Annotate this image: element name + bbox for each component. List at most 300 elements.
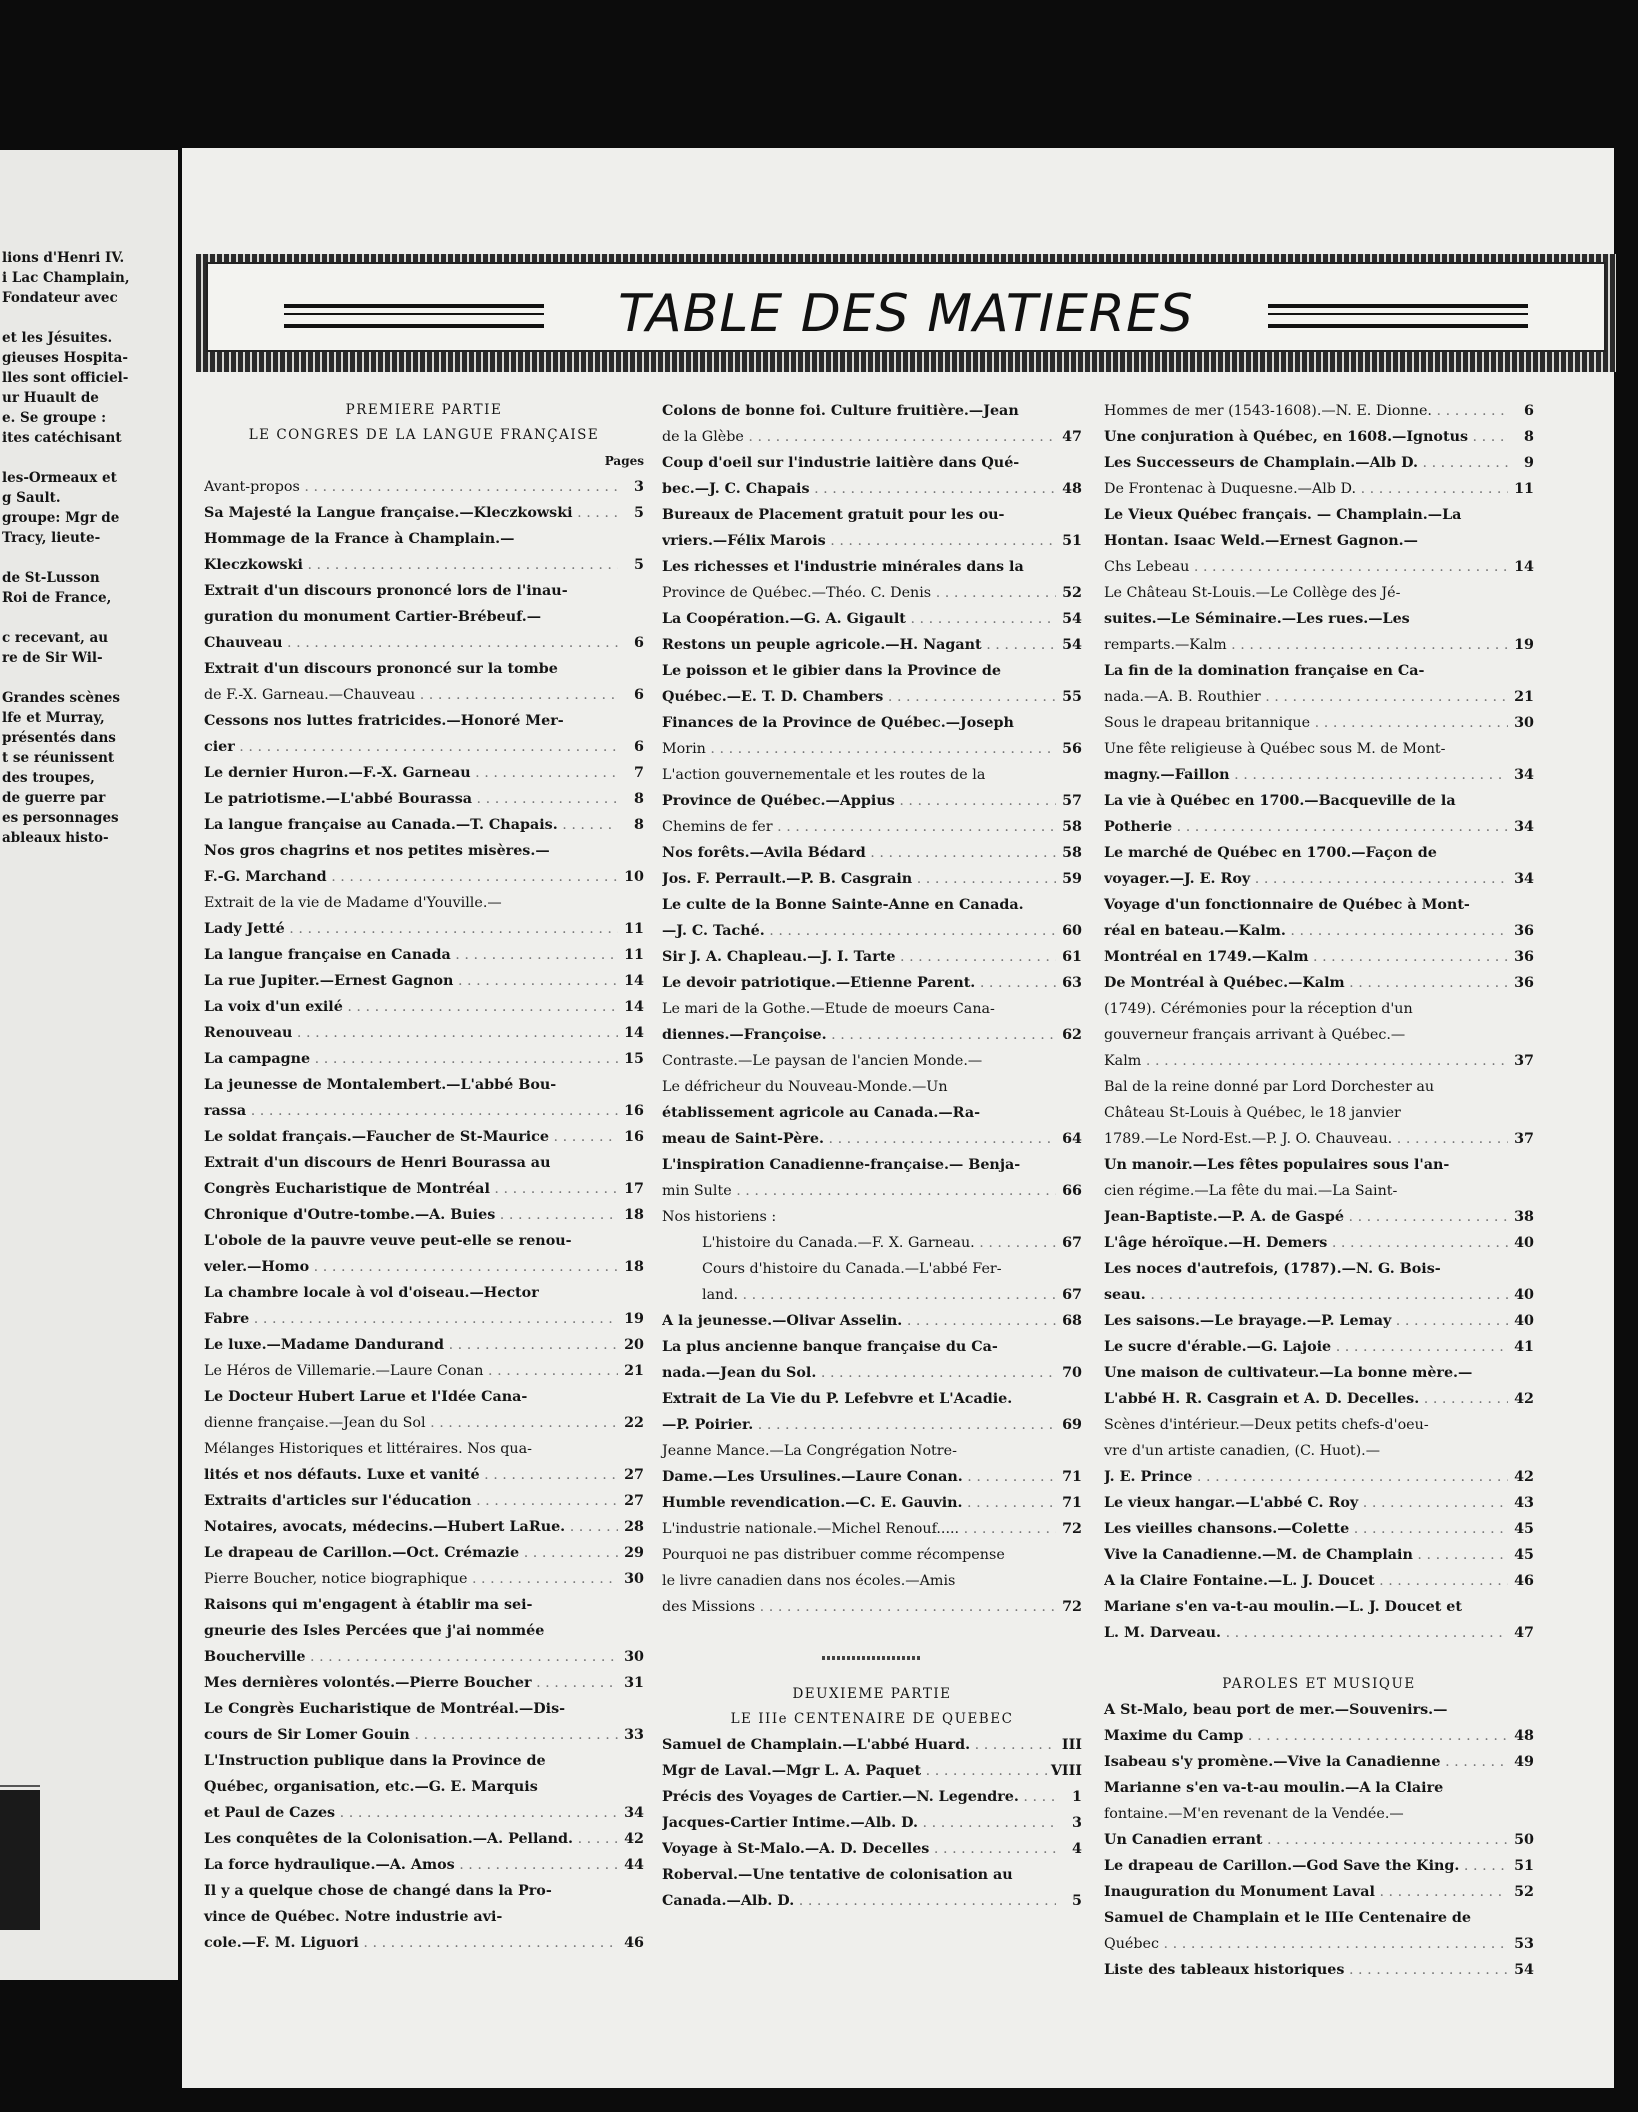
toc-page-number: 6: [634, 635, 644, 651]
toc-entry-text: Cours d'histoire du Canada.—L'abbé Fer-: [702, 1261, 1002, 1277]
toc-entry-line: [204, 1722, 618, 1748]
toc-entry-text: Vive la Canadienne.—M. de Champlain: [1104, 1547, 1413, 1563]
toc-page-number: 14: [624, 999, 644, 1015]
toc-page-number: 7: [634, 765, 644, 781]
toc-page-number: III: [1061, 1737, 1082, 1753]
toc-entry-line: [662, 788, 1056, 814]
toc-entry-line: [1104, 1308, 1508, 1334]
adjacent-page-line: Fondateur avec: [2, 290, 118, 306]
adjacent-page-line: g Sault.: [2, 490, 61, 506]
toc-entry-text: Le Vieux Québec français. — Champlain.—La: [1104, 507, 1462, 523]
toc-entry: [662, 866, 1082, 892]
toc-page-number: 14: [1514, 559, 1534, 575]
toc-entry-text: vriers.—Félix Marois: [662, 533, 826, 549]
toc-entry-text: Restons un peuple agricole.—H. Nagant: [662, 637, 982, 653]
toc-page-number: 27: [624, 1467, 644, 1483]
toc-entry-line: [662, 632, 1056, 658]
toc-entry-line: [1104, 1957, 1508, 1983]
toc-page-number: 34: [624, 1805, 644, 1821]
adjacent-page-text: [2, 248, 178, 848]
toc-entry-line: [1104, 528, 1508, 554]
toc-entry-line: [1104, 502, 1508, 528]
toc-page-number: 40: [1514, 1235, 1534, 1251]
toc-page-number: 69: [1062, 1417, 1082, 1433]
toc-entry-line: [662, 1386, 1056, 1412]
adjacent-page-line: et les Jésuites.: [2, 330, 113, 346]
toc-entry: [1104, 892, 1534, 944]
toc-entry: [662, 1308, 1082, 1334]
toc-entry-text: Sa Majesté la Langue française.—Kleczkowski: [204, 505, 573, 521]
toc-entry-line: [204, 604, 618, 630]
toc-entry: [204, 1046, 644, 1072]
toc-entry-text: Extrait de la vie de Madame d'Youville.—: [204, 895, 502, 911]
toc-entry: [1104, 580, 1534, 658]
toc-entry-text: La plus ancienne banque française du Ca-: [662, 1339, 998, 1355]
toc-entry-line: [204, 1514, 618, 1540]
toc-entry-line: [662, 398, 1056, 424]
toc-entry: [1104, 710, 1534, 736]
toc-page-number: 22: [624, 1415, 644, 1431]
toc-entry: [1104, 658, 1534, 710]
toc-entry-text: Une conjuration à Québec, en 1608.—Ignotus: [1104, 429, 1469, 445]
toc-entry-text: L'histoire du Canada.—F. X. Garneau.: [702, 1235, 975, 1251]
toc-entry: [662, 840, 1082, 866]
toc-entry: [662, 1810, 1082, 1836]
toc-page-number: 56: [1062, 741, 1082, 757]
toc-page-number: 33: [624, 1727, 644, 1743]
toc-entry-line: [204, 1072, 618, 1098]
adjacent-page-line: lfe et Murray,: [2, 710, 105, 726]
toc-page-number: 37: [1514, 1053, 1534, 1069]
toc-entry-text: Le drapeau de Carillon.—God Save the King.: [1104, 1858, 1460, 1874]
adjacent-page-line: c recevant, au: [2, 630, 109, 646]
toc-entry-text: Scènes d'intérieur.—Deux petits chefs-d'oeu-: [1104, 1417, 1429, 1433]
toc-entry: [1104, 1749, 1534, 1775]
toc-entry-text: Le devoir patriotique.—Etienne Parent.: [662, 975, 976, 991]
toc-page-number: 50: [1514, 1832, 1534, 1848]
toc-entry-line: [204, 1358, 618, 1384]
toc-entry-text: Le Congrès Eucharistique de Montréal.—Dis-: [204, 1701, 566, 1717]
toc-entry-line: [204, 1488, 618, 1514]
toc-entry-line: [1104, 1620, 1508, 1646]
toc-entry-line: [1104, 996, 1508, 1022]
toc-entry-text: Un Canadien errant: [1104, 1832, 1263, 1848]
toc-entry: [204, 1514, 644, 1540]
toc-entry-line: [204, 864, 618, 890]
toc-entry-line: [1104, 840, 1508, 866]
toc-entry-text: de la Glèbe: [662, 429, 744, 445]
toc-entry: [662, 1732, 1082, 1758]
toc-entry: [1104, 840, 1534, 892]
toc-entry-line: [204, 1904, 618, 1930]
adjacent-page-line: ites catéchisant: [2, 430, 122, 446]
toc-entry-line: [1104, 1386, 1508, 1412]
toc-entry-text: Hontan. Isaac Weld.—Ernest Gagnon.—: [1104, 533, 1418, 549]
toc-entry-text: cours de Sir Lomer Gouin: [204, 1727, 410, 1743]
toc-page-number: 67: [1062, 1235, 1082, 1251]
toc-entry: [662, 814, 1082, 840]
toc-page-number: 58: [1062, 819, 1082, 835]
toc-entry-line: [662, 1438, 1056, 1464]
toc-entry-text: La vie à Québec en 1700.—Bacqueville de la: [1104, 793, 1456, 809]
toc-entry-text: Jos. F. Perrault.—P. B. Casgrain: [662, 871, 913, 887]
toc-entry-text: magny.—Faillon: [1104, 767, 1230, 783]
toc-entry-line: [1104, 710, 1508, 736]
toc-entry-line: [662, 1152, 1056, 1178]
left-gap: [2, 548, 178, 568]
toc-entry-line: [662, 424, 1056, 450]
toc-entry-text: La chambre locale à vol d'oiseau.—Hector: [204, 1285, 539, 1301]
toc-page-number: 3: [1072, 1815, 1082, 1831]
section-heading: DEUXIEME PARTIE: [792, 1686, 952, 1702]
toc-entry-text: La langue française en Canada: [204, 947, 451, 963]
toc-entry-line: [1104, 944, 1508, 970]
toc-entry-text: nada.—A. B. Routhier: [1104, 689, 1261, 705]
adjacent-page-line: ur Huault de: [2, 390, 99, 406]
toc-page-number: 68: [1062, 1313, 1082, 1329]
toc-entry-line: [662, 1022, 1056, 1048]
toc-entry: [204, 1748, 644, 1826]
toc-entry-text: meau de Saint-Père.: [662, 1131, 824, 1147]
toc-entry-line: [1104, 1801, 1508, 1827]
toc-entry-text: Extraits d'articles sur l'éducation: [204, 1493, 472, 1509]
toc-entry-text: De Frontenac à Duquesne.—Alb D.: [1104, 481, 1357, 497]
toc-entry-line: [1104, 1749, 1508, 1775]
toc-entry-line: [204, 1618, 618, 1644]
toc-entry-text: Extrait d'un discours prononcé sur la tombe: [204, 661, 558, 677]
toc-entry-line: [1104, 450, 1508, 476]
toc-page-number: 45: [1514, 1521, 1534, 1537]
toc-entry-line: [662, 1334, 1056, 1360]
toc-page-number: 8: [634, 817, 644, 833]
toc-entry-text: La Coopération.—G. A. Gigault: [662, 611, 906, 627]
toc-entry: [204, 760, 644, 786]
toc-page-number: 18: [624, 1207, 644, 1223]
toc-entry-line: [662, 1568, 1056, 1594]
toc-entry-text: Il y a quelque chose de changé dans la Pro-: [204, 1883, 552, 1899]
toc-entry: [204, 1540, 644, 1566]
toc-entry: [204, 786, 644, 812]
toc-entry-text: L'obole de la pauvre veuve peut-elle se renou-: [204, 1233, 572, 1249]
toc-entry-line: [1104, 736, 1508, 762]
toc-entry-text: La voix d'un exilé: [204, 999, 343, 1015]
adjacent-page-line: ableaux histo-: [2, 830, 109, 846]
toc-entry-text: Bal de la reine donné par Lord Dorchester au: [1104, 1079, 1435, 1095]
toc-entry-line: [662, 1490, 1056, 1516]
toc-entry: [204, 526, 644, 578]
toc-entry-line: [1104, 1568, 1508, 1594]
toc-entry: [662, 762, 1082, 814]
toc-page-number: 17: [624, 1181, 644, 1197]
adjacent-page-line: lions d'Henri IV.: [2, 250, 125, 266]
toc-entry-text: Extrait d'un discours prononcé lors de l'inau-: [204, 583, 568, 599]
toc-page-number: 51: [1514, 1858, 1534, 1874]
toc-entry-text: suites.—Le Séminaire.—Les rues.—Les: [1104, 611, 1410, 627]
toc-entry: [204, 656, 644, 708]
toc-entry-text: Le drapeau de Carillon.—Oct. Crémazie: [204, 1545, 520, 1561]
toc-entry-text: Nos forêts.—Avila Bédard: [662, 845, 866, 861]
toc-entry-line: [204, 474, 618, 500]
toc-entry: [662, 632, 1082, 658]
toc-entry-text: Le dernier Huron.—F.-X. Garneau: [204, 765, 471, 781]
toc-page-number: 36: [1514, 923, 1534, 939]
toc-entry-text: Roberval.—Une tentative de colonisation au: [662, 1867, 1013, 1883]
toc-page-number: 40: [1514, 1287, 1534, 1303]
toc-page-number: 37: [1514, 1131, 1534, 1147]
toc-entry-text: remparts.—Kalm: [1104, 637, 1227, 653]
toc-entry: [204, 1436, 644, 1488]
adjacent-page-line: e. Se groupe :: [2, 410, 107, 426]
toc-page-number: 54: [1062, 637, 1082, 653]
toc-page-number: 21: [624, 1363, 644, 1379]
toc-entry: [204, 1852, 644, 1878]
toc-entry-text: Nos historiens :: [662, 1209, 777, 1225]
toc-entry: [1104, 398, 1534, 424]
toc-entry: [204, 1696, 644, 1748]
toc-entry-line: [662, 1758, 1056, 1784]
toc-entry: [662, 606, 1082, 632]
toc-entry-text: lités et nos défauts. Luxe et vanité: [204, 1467, 480, 1483]
toc-entry-line: [204, 1280, 618, 1306]
toc-page-number: 20: [624, 1337, 644, 1353]
toc-entry: [204, 1826, 644, 1852]
toc-entry: [702, 1230, 1082, 1256]
toc-entry-text: Renouveau: [204, 1025, 293, 1041]
toc-entry-line: [662, 1412, 1056, 1438]
toc-entry: [1104, 1594, 1534, 1646]
toc-entry-text: Mgr de Laval.—Mgr L. A. Paquet: [662, 1763, 922, 1779]
toc-page-number: 19: [624, 1311, 644, 1327]
adjacent-page-line: gieuses Hospita-: [2, 350, 128, 366]
toc-entry-text: Liste des tableaux historiques: [1104, 1962, 1345, 1978]
toc-entry-text: min Sulte: [662, 1183, 732, 1199]
toc-entry-text: F.-G. Marchand: [204, 869, 327, 885]
toc-entry-text: cole.—F. M. Liguori: [204, 1935, 359, 1951]
toc-entry-text: Coup d'oeil sur l'industrie laitière dans Qué-: [662, 455, 1020, 471]
toc-entry-line: [662, 1204, 1056, 1230]
toc-entry-line: [1104, 1827, 1508, 1853]
toc-entry-line: [662, 1308, 1056, 1334]
toc-entry-line: [662, 1074, 1056, 1100]
toc-page-number: 43: [1514, 1495, 1534, 1511]
toc-entry-text: La rue Jupiter.—Ernest Gagnon: [204, 973, 454, 989]
toc-entry: [204, 890, 644, 942]
toc-entry-text: Extrait de La Vie du P. Lefebvre et L'Acadie.: [662, 1391, 1013, 1407]
title-banner: [196, 254, 1616, 372]
toc-entry-line: [1104, 1152, 1508, 1178]
toc-entry-line: [662, 814, 1056, 840]
toc-page-number: 6: [1524, 403, 1534, 419]
toc-entry-text: Le marché de Québec en 1700.—Façon de: [1104, 845, 1437, 861]
toc-entry-text: Hommes de mer (1543-1608).—N. E. Dionne.: [1104, 403, 1432, 419]
toc-entry-line: [204, 578, 618, 604]
toc-entry-text: Sous le drapeau britannique: [1104, 715, 1311, 731]
toc-entry-text: gneurie des Isles Percées que j'ai nommée: [204, 1623, 545, 1639]
toc-entry-line: [204, 968, 618, 994]
toc-entry-line: [204, 1020, 618, 1046]
toc-entry: [662, 1334, 1082, 1386]
toc-entry: [1104, 944, 1534, 970]
adjacent-page-line: groupe: Mgr de: [2, 510, 120, 526]
toc-entry-text: Notaires, avocats, médecins.—Hubert LaRue.: [204, 1519, 566, 1535]
toc-entry-text: Colons de bonne foi. Culture fruitière.—Jean: [662, 403, 1019, 419]
toc-entry-line: [204, 1436, 618, 1462]
toc-entry-text: A St-Malo, beau port de mer.—Souvenirs.—: [1104, 1702, 1448, 1718]
pages-column-label: Pages: [604, 454, 644, 468]
toc-entry-text: La langue française au Canada.—T. Chapais.: [204, 817, 558, 833]
toc-entry: [662, 1386, 1082, 1438]
toc-page-number: 66: [1062, 1183, 1082, 1199]
toc-page-number: 45: [1514, 1547, 1534, 1563]
toc-entry-line: [1104, 1931, 1508, 1957]
toc-entry-line: [1104, 1334, 1508, 1360]
toc-page-number: VIII: [1050, 1763, 1082, 1779]
toc-entry-line: [1104, 1230, 1508, 1256]
toc-entry-line: [662, 1100, 1056, 1126]
toc-entry-text: veler.—Homo: [204, 1259, 310, 1275]
adjacent-page-line: lles sont officiel-: [2, 370, 129, 386]
toc-entry-text: Les richesses et l'industrie minérales dans la: [662, 559, 1024, 575]
toc-entry-line: [204, 1826, 618, 1852]
toc-entry-text: gouverneur français arrivant à Québec.—: [1104, 1027, 1406, 1043]
toc-entry-text: Les saisons.—Le brayage.—P. Lemay: [1104, 1313, 1392, 1329]
page-title: TABLE DES MATIERES: [618, 284, 1194, 344]
toc-page-number: 11: [624, 947, 644, 963]
toc-entry-text: fontaine.—M'en revenant de la Vendée.—: [1104, 1806, 1404, 1822]
toc-entry-text: Jeanne Mance.—La Congrégation Notre-: [662, 1443, 957, 1459]
toc-entry: [204, 812, 644, 838]
toc-page-number: 9: [1524, 455, 1534, 471]
toc-entry-text: cier: [204, 739, 235, 755]
toc-entry: [204, 1020, 644, 1046]
toc-entry-line: [204, 1852, 618, 1878]
toc-entry-text: La force hydraulique.—A. Amos: [204, 1857, 455, 1873]
toc-page-number: 44: [624, 1857, 644, 1873]
toc-entry-line: [1104, 1905, 1508, 1931]
adjacent-page-line: i Lac Champlain,: [2, 270, 130, 286]
toc-entry-line: [662, 1732, 1056, 1758]
adjacent-page-line: de St-Lusson: [2, 570, 100, 586]
toc-entry-text: L'industrie nationale.—Michel Renouf.....: [662, 1521, 960, 1537]
toc-entry-text: Province de Québec.—Appius: [662, 793, 895, 809]
toc-entry-line: [1104, 918, 1508, 944]
toc-page-number: 30: [624, 1571, 644, 1587]
toc-page-number: 52: [1514, 1884, 1534, 1900]
toc-entry-text: Chronique d'Outre-tombe.—A. Buies: [204, 1207, 496, 1223]
toc-entry: [1104, 1152, 1534, 1230]
toc-entry-text: le livre canadien dans nos écoles.—Amis: [662, 1573, 956, 1589]
toc-entry-text: Le mari de la Gothe.—Etude de moeurs Cana-: [662, 1001, 995, 1017]
toc-entry-line: [204, 812, 618, 838]
toc-entry-text: Une fête religieuse à Québec sous M. de Mont-: [1104, 741, 1446, 757]
toc-entry: [204, 1332, 644, 1358]
toc-entry: [1104, 1074, 1534, 1152]
adjacent-page-line: es personnages: [2, 810, 119, 826]
toc-entry-line: [204, 838, 618, 864]
toc-page-number: 6: [634, 739, 644, 755]
toc-entry-text: Voyage à St-Malo.—A. D. Decelles: [662, 1841, 930, 1857]
toc-entry: [204, 1072, 644, 1124]
toc-entry: [1104, 1516, 1534, 1542]
toc-entry: [662, 450, 1082, 502]
toc-page-number: 63: [1062, 975, 1082, 991]
toc-entry-line: [1104, 1723, 1508, 1749]
toc-entry-text: L'inspiration Canadienne-française.— Benja-: [662, 1157, 1021, 1173]
toc-entry-text: land.: [702, 1287, 739, 1303]
toc-entry-line: [204, 1592, 618, 1618]
toc-entry-text: Jean-Baptiste.—P. A. de Gaspé: [1104, 1209, 1344, 1225]
toc-entry-line: [204, 1696, 618, 1722]
toc-page-number: 5: [634, 505, 644, 521]
toc-entry-text: établissement agricole au Canada.—Ra-: [662, 1105, 981, 1121]
toc-page-number: 3: [634, 479, 644, 495]
toc-page-number: 34: [1514, 767, 1534, 783]
toc-entry-line: [204, 1228, 618, 1254]
toc-entry-text: J. E. Prince: [1104, 1469, 1193, 1485]
toc-entry-line: [1104, 1464, 1508, 1490]
toc-entry-line: [204, 1150, 618, 1176]
toc-entry-line: [1104, 606, 1508, 632]
toc-entry-text: L'Instruction publique dans la Province de: [204, 1753, 546, 1769]
toc-entry-line: [204, 708, 618, 734]
toc-entry: [662, 398, 1082, 450]
toc-page-number: 57: [1062, 793, 1082, 809]
toc-entry-text: Le vieux hangar.—L'abbé C. Roy: [1104, 1495, 1359, 1511]
toc-entry-line: [1104, 762, 1508, 788]
toc-page-number: 10: [624, 869, 644, 885]
toc-entry: [662, 1516, 1082, 1542]
toc-page-number: 64: [1062, 1131, 1082, 1147]
toc-entry-line: [1104, 1022, 1508, 1048]
toc-entry-line: [662, 684, 1056, 710]
toc-entry-line: [662, 892, 1056, 918]
toc-entry-text: diennes.—Françoise.: [662, 1027, 827, 1043]
toc-entry-line: [702, 1282, 1056, 1308]
toc-entry-line: [204, 1046, 618, 1072]
toc-entry-text: vince de Québec. Notre industrie avi-: [204, 1909, 503, 1925]
toc-entry-text: voyager.—J. E. Roy: [1104, 871, 1251, 887]
toc-entry-line: [1104, 866, 1508, 892]
toc-entry-text: Inauguration du Monument Laval: [1104, 1884, 1375, 1900]
toc-entry-line: [662, 502, 1056, 528]
toc-entry: [662, 1152, 1082, 1204]
toc-entry-text: Lady Jetté: [204, 921, 285, 937]
toc-entry-line: [662, 710, 1056, 736]
toc-page-number: 54: [1514, 1962, 1534, 1978]
toc-entry-line: [662, 736, 1056, 762]
toc-page-number: 34: [1514, 819, 1534, 835]
toc-entry-line: [662, 1126, 1056, 1152]
toc-entry: [204, 1228, 644, 1280]
toc-entry: [662, 1048, 1082, 1152]
toc-entry-line: [204, 734, 618, 760]
toc-entry-line: [1104, 1256, 1508, 1282]
toc-entry: [662, 658, 1082, 710]
toc-entry-text: L'âge héroïque.—H. Demers: [1104, 1235, 1328, 1251]
toc-page-number: 18: [624, 1259, 644, 1275]
toc-entry: [1104, 1957, 1534, 1983]
toc-entry: [662, 892, 1082, 944]
toc-entry-text: Avant-propos: [204, 479, 300, 495]
toc-entry-text: Isabeau s'y promène.—Vive la Canadienne: [1104, 1754, 1441, 1770]
toc-entry-text: Samuel de Champlain.—L'abbé Huard.: [662, 1737, 971, 1753]
toc-entry-line: [204, 1098, 618, 1124]
toc-entry-line: [662, 528, 1056, 554]
toc-entry-line: [662, 476, 1056, 502]
adjacent-page-line: t se réunissent: [2, 750, 115, 766]
toc-entry-line: [1104, 1360, 1508, 1386]
toc-entry-line: [662, 918, 1056, 944]
